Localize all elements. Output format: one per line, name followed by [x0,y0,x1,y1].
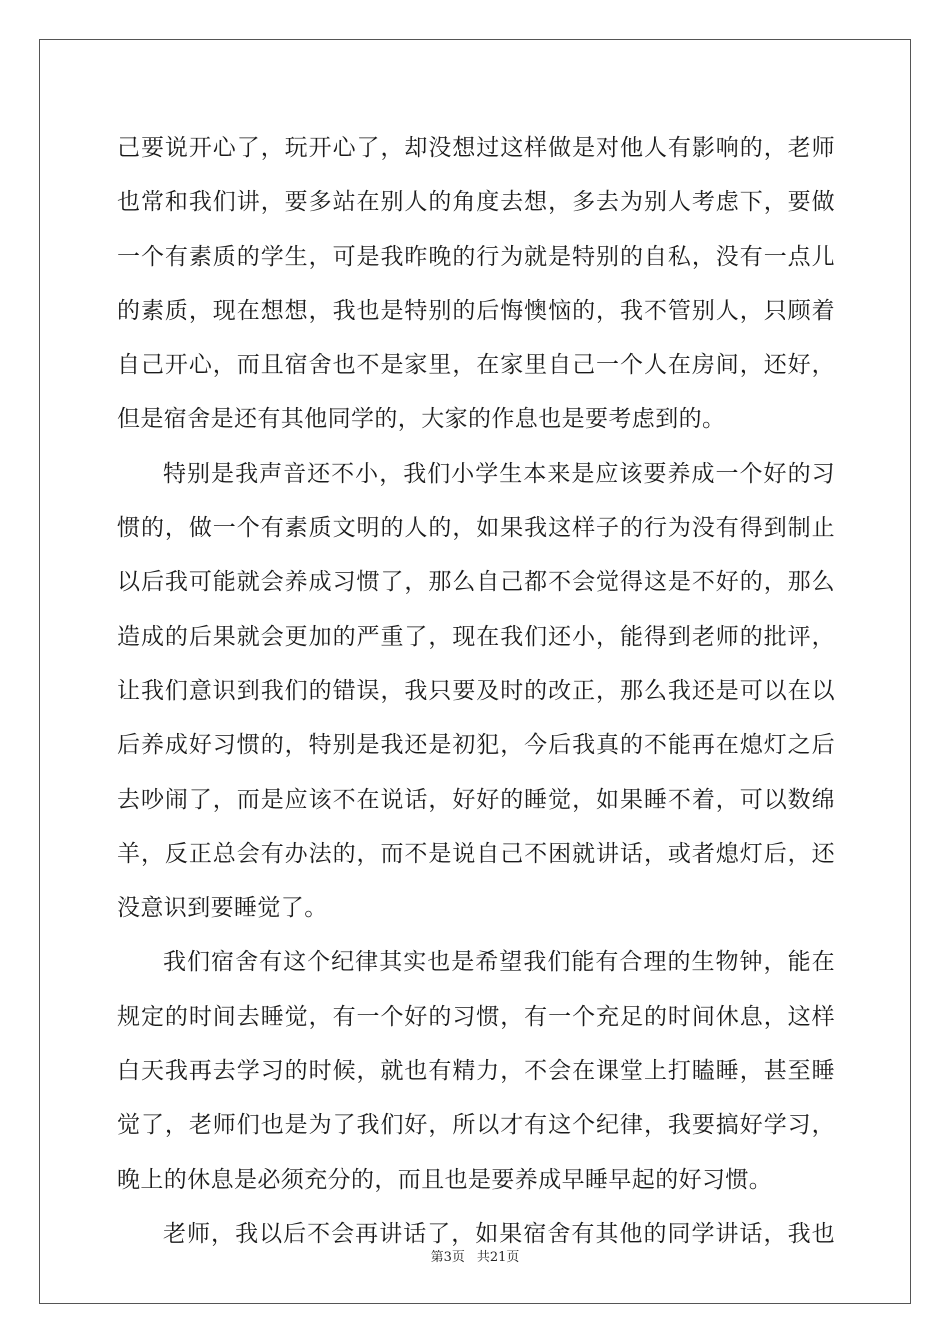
text-line: 造成的后果就会更加的严重了，现在我们还小，能得到老师的批评， [117,623,835,650]
text-line: 去吵闹了，而是应该不在说话，好好的睡觉，如果睡不着，可以数绵 [117,786,835,813]
text-line: 羊，反正总会有办法的，而不是说自己不困就讲话，或者熄灯后，还 [117,840,835,867]
text-line: 也常和我们讲，要多站在别人的角度去想，多去为别人考虑下，要做 [117,189,835,216]
text-line: 一个有素质的学生，可是我昨晚的行为就是特别的自私，没有一点儿 [117,243,835,270]
document-body [117,121,835,1261]
page-total: 共21页 [476,1250,520,1265]
text-line: 没意识到要睡觉了。 [117,895,328,922]
text-line: 让我们意识到我们的错误，我只要及时的改正，那么我还是可以在以 [117,677,835,704]
text-line: 但是宿舍是还有其他同学的，大家的作息也是要考虑到的。 [117,406,726,433]
paragraph-start-line: 我们宿舍有这个纪律其实也是希望我们能有合理的生物钟，能在 [163,949,835,976]
page-number: 第3页 [430,1250,465,1265]
text-line: 白天我再去学习的时候，就也有精力，不会在课堂上打瞌睡，甚至睡 [117,1058,835,1085]
text-line: 后养成好习惯的，特别是我还是初犯，今后我真的不能再在熄灯之后 [117,732,835,759]
text-line: 惯的，做一个有素质文明的人的，如果我这样子的行为没有得到制止 [117,515,835,542]
page-footer [0,1246,950,1265]
text-line: 晚上的休息是必须充分的，而且也是要养成早睡早起的好习惯。 [117,1166,773,1193]
text-line: 的素质，现在想想，我也是特别的后悔懊恼的，我不管别人，只顾着 [117,297,835,324]
text-line: 觉了，老师们也是为了我们好，所以才有这个纪律，我要搞好学习， [117,1112,835,1139]
text-line: 自己开心，而且宿舍也不是家里，在家里自己一个人在房间，还好， [117,352,835,379]
text-line: 己要说开心了，玩开心了，却没想过这样做是对他人有影响的，老师 [117,135,835,161]
paragraph-start-line: 特别是我声音还不小，我们小学生本来是应该要养成一个好的习 [163,460,835,487]
paragraph-start-line: 老师，我以后不会再讲话了，如果宿舍有其他的同学讲话，我也 [163,1220,835,1247]
text-line: 以后我可能就会养成习惯了，那么自己都不会觉得这是不好的，那么 [117,569,835,596]
text-line: 规定的时间去睡觉，有一个好的习惯，有一个充足的时间休息，这样 [117,1003,835,1030]
